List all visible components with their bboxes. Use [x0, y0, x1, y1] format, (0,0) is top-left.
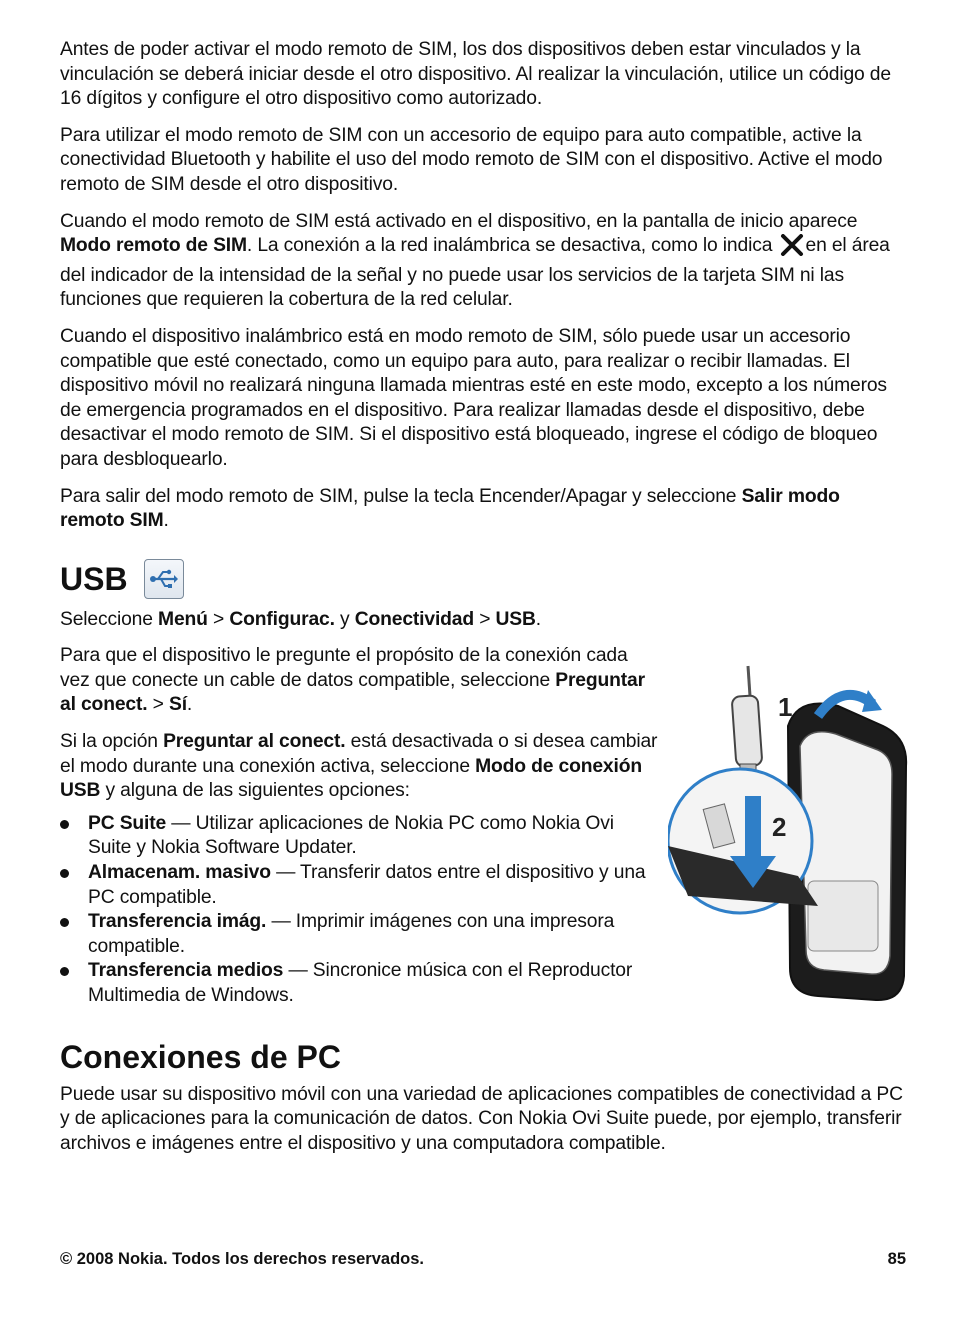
bullet-icon	[60, 967, 69, 976]
page-content	[60, 38, 906, 1156]
usb-plug	[732, 695, 763, 767]
usb-content	[60, 644, 906, 1008]
bold-term: Preguntar al conect.	[163, 731, 346, 753]
list-item	[60, 910, 660, 959]
paragraph-exit-remote	[60, 485, 906, 534]
pc-connections-title: Conexiones de PC	[60, 1038, 341, 1075]
option-desc: — Transferir datos entre el dispositivo y una PC compatible.	[88, 862, 646, 908]
text-span: está desactivada o si desea cambiar el modo durante una conexión activa, seleccione	[60, 731, 658, 777]
paragraph-ask-on-connect	[60, 644, 660, 718]
bold-term: Sí	[168, 694, 187, 716]
list-item	[60, 812, 660, 861]
separator: >	[473, 608, 496, 630]
paragraph-sim-active	[60, 210, 906, 313]
separator: >	[207, 608, 230, 630]
usb-text-column	[60, 644, 660, 1008]
paragraph-remote-mode: Cuando el dispositivo inalámbrico está en modo remoto de SIM, sólo puede usar un accesorio compatible que esté conectado, como un equipo para auto, para realizar o recibir llamadas. El dispositivo móvil no realizará ninguna llamada mientras esté en este modo, excepto a los números de emergencia programados en el dispositivo. Para realizar llamadas desde el dispositivo, debe desactivar el modo remoto de SIM. Si el dispositivo está bloqueado, ingrese el código de bloqueo para desbloquearlo.	[60, 325, 887, 470]
text-span: .	[163, 510, 169, 532]
copyright-text: © 2008 Nokia. Todos los derechos reservados.	[60, 1250, 424, 1268]
step-2-label: 2	[772, 812, 787, 843]
text-span: Cuando el modo remoto de SIM está activado en el dispositivo, en la pantalla de inicio aparece	[60, 210, 858, 232]
text-span: en el área del indicador de la intensidad de la señal y no puede usar los servicios de la tarjeta SIM ni las funciones que requieren la cobertura de la red celular.	[60, 235, 890, 311]
text-span: y alguna de las siguientes opciones:	[100, 780, 410, 802]
bold-term: Preguntar al conect.	[60, 669, 645, 716]
option-desc: — Sincronice música con el Reproductor Multimedia de Windows.	[88, 960, 633, 1006]
paragraph-car-kit: Para utilizar el modo remoto de SIM con un accesorio de equipo para auto compatible, active la conectividad Bluetooth y habilite el uso del modo remoto de SIM con el dispositivo. Active el modo remoto de SIM desde el otro dispositivo.	[60, 124, 883, 195]
usb-title: USB	[60, 560, 128, 597]
bullet-icon	[60, 869, 69, 878]
usb-select-path	[60, 608, 906, 633]
option-desc: — Imprimir imágenes con una impresora compatible.	[88, 911, 615, 957]
list-item	[60, 861, 660, 910]
text-span: Seleccione	[60, 608, 159, 630]
option-name: Almacenam. masivo	[88, 862, 271, 884]
bold-term: Modo remoto de SIM	[60, 235, 247, 257]
bold-term: Salir modo remoto SIM	[60, 485, 840, 532]
usb-icon	[144, 559, 184, 599]
option-name: PC Suite	[88, 812, 167, 834]
bullet-icon	[60, 820, 69, 829]
paragraph-pairing: Antes de poder activar el modo remoto de SIM, los dos dispositivos deben estar vinculados y la vinculación se deberá iniciar desde el otro dispositivo. Al realizar la vinculación, utilice un código de 16 dígitos y configure el otro dispositivo como autorizado.	[60, 39, 891, 110]
option-name: Transferencia medios	[88, 960, 284, 982]
usb-connection-illustration	[668, 656, 908, 1006]
paragraph-usb-mode	[60, 730, 660, 804]
option-desc: — Utilizar aplicaciones de Nokia PC como Nokia Ovi Suite y Nokia Software Updater.	[88, 812, 614, 859]
no-network-x-icon	[780, 234, 804, 264]
usb-mode-options	[60, 812, 660, 1009]
paragraph-pc-connections: Puede usar su dispositivo móvil con una variedad de aplicaciones compatibles de conectividad a PC y de aplicaciones para la comunicación de datos. Con Nokia Ovi Suite puede, por ejemplo, transferir archivos e imágenes entre el dispositivo y una computadora compatible.	[60, 1083, 903, 1154]
menu-term: Menú	[158, 608, 208, 630]
text-span: .	[186, 694, 193, 716]
text-span: .	[535, 608, 541, 630]
text-span: Para que el dispositivo le pregunte el propósito de la conexión cada vez que conecte un cable de datos compatible, seleccione	[60, 645, 628, 691]
text-span: Si la opción	[60, 731, 164, 753]
page-number: 85	[887, 1250, 906, 1268]
list-item	[60, 959, 660, 1008]
bullet-icon	[60, 918, 69, 927]
phone-lower-screen	[808, 881, 878, 951]
config-term: Configurac.	[229, 608, 335, 630]
step-1-label: 1	[778, 692, 793, 723]
usb-term: USB	[495, 608, 536, 630]
separator: >	[147, 694, 169, 716]
text-span: y	[334, 608, 355, 630]
option-name: Transferencia imág.	[88, 911, 267, 933]
connectivity-term: Conectividad	[354, 608, 474, 630]
cable-wire	[748, 666, 750, 696]
page-footer	[60, 1250, 906, 1269]
usb-section-heading	[60, 556, 906, 602]
text-span: . La conexión a la red inalámbrica se desactiva, como lo indica	[246, 235, 773, 257]
bold-term: Modo de conexión USB	[60, 755, 642, 802]
text-span: Para salir del modo remoto de SIM, pulse la tecla Encender/Apagar y seleccione	[60, 485, 742, 507]
